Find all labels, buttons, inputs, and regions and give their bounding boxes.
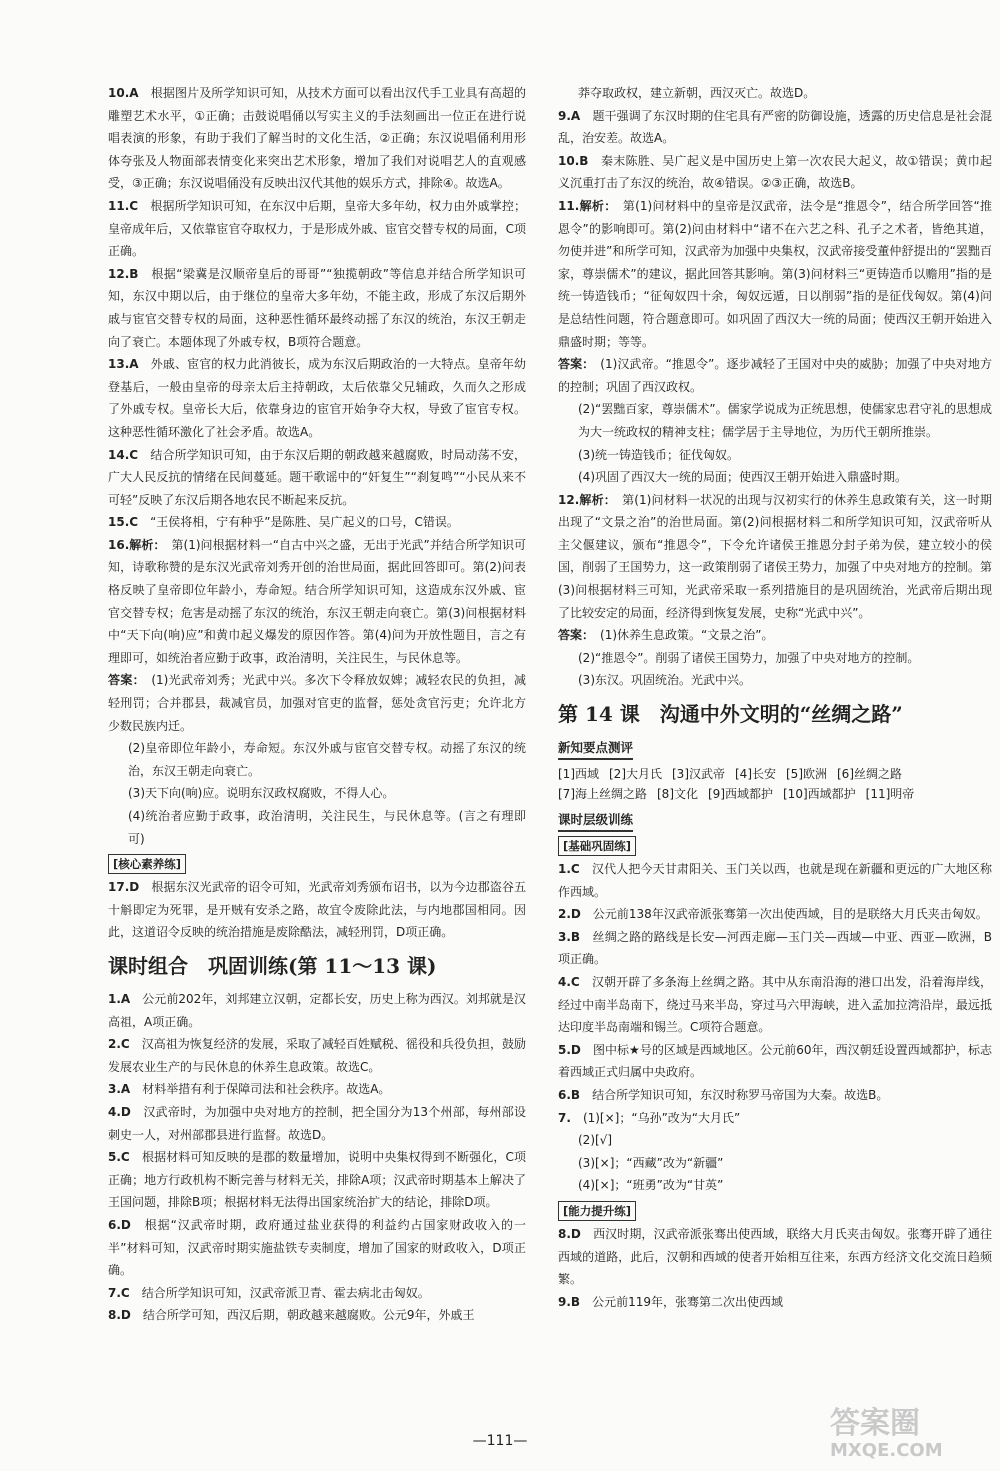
answer-text: 第(1)问根据材料一“自古中兴之盛，无出于光武”并结合所学知识可知，诗歌称赞的是东汉光武帝刘秀开创的治世局面，据此回答即可。第(2)问表格反映了皇帝即位年龄小，寿命短。结合所学知识可知，这造成东汉外戚、宦官交替专权；危害是动摇了东汉的统治，东汉王朝走向衰亡。第(3)问根据材料中“天下向(响)应”和黄巾起义爆发的原因作答。第(4)问为开放性题目，言之有理即可，如统治者应勤于政事，政治清明，关注民生，与民休息等。 bbox=[108, 537, 526, 665]
answer-item bbox=[108, 988, 526, 1033]
answer-item bbox=[108, 534, 526, 670]
answer-number: 3.B bbox=[558, 929, 581, 944]
answer-text: 根据东汉光武帝的诏令可知，光武帝刘秀颁布诏书，以为今边郡盗谷五十斛即定为死罪，是开贼有安杀之路，故宜令废除此法，与内地郡国相同。因此，这道诏令反映的统治措施是废除酷法，减轻刑罚，D项正确。 bbox=[108, 880, 526, 940]
answer-text: (3)天下向(响)应。说明东汉政权腐败，不得人心。 bbox=[128, 786, 395, 801]
answer-number: 7.C bbox=[108, 1285, 130, 1300]
answer-number: 2.C bbox=[108, 1037, 130, 1052]
answer-text: (4)[×]；“班勇”改为“甘英” bbox=[578, 1178, 724, 1193]
answer-number: 12.解析： bbox=[558, 492, 610, 507]
answer-number: 12.B bbox=[108, 266, 139, 281]
answer-text: “王侯将相，宁有种乎”是陈胜、吴广起义的口号，C错误。 bbox=[150, 515, 459, 530]
fill-in-item: [7]海上丝绸之路 bbox=[558, 787, 647, 802]
answer-item bbox=[108, 1033, 526, 1078]
answer-item bbox=[558, 1291, 992, 1314]
answer-text: (3)统一铸造钱币；征伐匈奴。 bbox=[578, 447, 739, 462]
answer-item bbox=[558, 1152, 992, 1175]
new-knowledge-subheading: 新知要点测评 bbox=[558, 738, 633, 760]
answer-number: 11.C bbox=[108, 198, 139, 213]
answer-text: 题干强调了东汉时期的住宅具有严密的防御设施，透露的历史信息是社会混乱，治安差。故选A。 bbox=[558, 108, 992, 146]
answer-text: (3)[×]；“西藏”改为“新疆” bbox=[578, 1155, 724, 1170]
answer-number: 答案： bbox=[108, 673, 139, 688]
answer-text: (2)皇帝即位年龄小，寿命短。东汉外戚与宦官交替专权。动摇了东汉的统治，东汉王朝走向衰亡。 bbox=[128, 741, 526, 778]
answer-text: 材料举措有利于保障司法和社会秩序。故选A。 bbox=[142, 1082, 391, 1097]
answer-text: 根据图片及所学知识可知，从技术方面可以看出汉代手工业具有高超的雕塑艺术水平，①正确；击鼓说唱俑以写实主义的手法刻画出一位正在进行说唱表演的形象，有助于我们了解当时的文化生活，②正确；东汉说唱俑利用形体夸张及人物面部表情变化来突出艺术形象，增加了我们对说唱艺人的直观感受，③正确；东汉说唱俑没有反映出汉代其他的娱乐方式，排除④。故选A。 bbox=[108, 86, 526, 191]
answer-text: (1)光武帝刘秀；光武中兴。多次下令释放奴婢；减轻农民的负担，减轻刑罚；合并郡县，裁减官员，加强对官吏的监督，惩处贪官污吏；允许北方少数民族内迁。 bbox=[108, 673, 526, 733]
answer-item bbox=[558, 489, 992, 625]
answer-item bbox=[558, 1084, 992, 1107]
answer-item bbox=[558, 1174, 992, 1197]
answer-item bbox=[558, 150, 992, 195]
fill-in-item: [8]文化 bbox=[657, 787, 698, 802]
answer-item bbox=[558, 926, 992, 971]
answer-number: 2.D bbox=[558, 907, 581, 922]
answer-text: 根据“汉武帝时期，政府通过盐业获得的利益约占国家财政收入的一半”材料可知，汉武帝时期实施盐铁专卖制度，增加了国家的财政收入，D项正确。 bbox=[108, 1217, 526, 1278]
answer-number: 答案： bbox=[558, 628, 589, 643]
answer-text: (1)[×]；“乌孙”改为“大月氏” bbox=[582, 1110, 741, 1125]
answer-item bbox=[558, 195, 992, 353]
watermark-line1: 答案圈 bbox=[830, 1406, 920, 1441]
answer-item bbox=[558, 1223, 992, 1291]
answer-number: 9.B bbox=[558, 1294, 581, 1309]
answer-number: 4.D bbox=[108, 1104, 131, 1119]
answer-text: 公元前119年，张骞第二次出使西域 bbox=[592, 1294, 783, 1309]
fill-in-item: [10]西域都护 bbox=[783, 787, 856, 802]
answer-text: 秦末陈胜、吴广起义是中国历史上第一次农民大起义，故①错误；黄巾起义沉重打击了东汉的统治，故④错误。②③正确，故选B。 bbox=[558, 153, 992, 191]
right-answers-2 bbox=[558, 858, 992, 1197]
answer-item bbox=[108, 444, 526, 512]
answer-number: 4.C bbox=[558, 975, 580, 989]
page-number: —111— bbox=[472, 1433, 528, 1449]
answer-item bbox=[108, 263, 526, 353]
answer-item bbox=[108, 511, 526, 534]
answer-item bbox=[108, 353, 526, 443]
answer-item bbox=[108, 805, 526, 850]
answer-text: 图中标★号的区域是西域地区。公元前60年，西汉朝廷设置西域都护，标志着西域正式归属中央政府。 bbox=[558, 1042, 992, 1080]
answer-text: 丝绸之路的路线是长安—河西走廊—玉门关—西域—中亚、西亚—欧洲，B项正确。 bbox=[558, 929, 992, 967]
answer-text: 第(1)问材料中的皇帝是汉武帝，法令是“推恩令”，结合所学回答“推恩令”的影响即可。第(2)问由材料中“诸不在六艺之科、孔子之术者，皆绝其道，勿使并进”和所学可知，汉武帝为加强中央集权，汉武帝接受董仲舒提出的“罢黜百家，尊崇儒术”的建议，据此回答其影响。第(3)问材料三“更铸造币以赡用”指的是统一铸造钱币；“征匈奴四十余，匈奴远遁，日以削弱”指的是征伐匈奴。第(4)问是总结性问题，符合题意即可。如巩固了西汉大一统的局面；使西汉王朝开始进入鼎盛时期；等等。 bbox=[558, 198, 992, 349]
answer-text: 第(1)问材料一状况的出现与汉初实行的休养生息政策有关，这一时期出现了“文景之治”的治世局面。第(2)问根据材料二和所学知识可知，汉武帝听从主父偃建议，颁布“推恩令”，下令允许诸侯王推恩分封子弟为侯，建立较小的侯国，削弱了王国势力，这一政策削弱了诸侯王势力，加强了中央对地方的控制。第(3)问根据材料三可知，光武帝采取一系列措施目的是巩固统治，光武帝后期出现了比较安定的局面，经济得到恢复发展，史称“光武中兴”。 bbox=[558, 492, 992, 620]
answer-item bbox=[108, 782, 526, 805]
answer-item bbox=[558, 1107, 992, 1130]
answer-item bbox=[108, 195, 526, 263]
answer-number: 8.D bbox=[558, 1226, 581, 1241]
fill-in-item: [2]大月氏 bbox=[609, 767, 662, 782]
fill-in-item: [3]汉武帝 bbox=[672, 767, 725, 782]
answer-item bbox=[558, 444, 992, 467]
answer-number: 6.D bbox=[108, 1217, 131, 1232]
answer-item bbox=[558, 903, 992, 926]
answer-text: 结合所学知识可知，东汉时称罗马帝国为大秦。故选B。 bbox=[592, 1087, 889, 1102]
answer-text: 外戚、宦官的权力此消彼长，成为东汉后期政治的一大特点。皇帝年幼登基后，一般由皇帝的母亲太后主持朝政，太后依靠父兄辅政，久而久之形成了外戚专权。皇帝长大后，依靠身边的宦官开始争夺大权，导致了宦官专权。这种恶性循环激化了社会矛盾。故选A。 bbox=[108, 357, 526, 439]
watermark-logo bbox=[830, 1408, 990, 1468]
answer-number: 14.C bbox=[108, 447, 139, 462]
answer-item bbox=[108, 1214, 526, 1282]
answer-item bbox=[558, 647, 992, 670]
answer-number: 17.D bbox=[108, 880, 140, 895]
answer-number: 6.B bbox=[558, 1087, 581, 1102]
answer-item bbox=[558, 82, 992, 105]
answer-number: 答案： bbox=[558, 357, 589, 372]
answer-text: 汉朝开辟了多条海上丝绸之路。其中从东南沿海的港口出发，沿着海岸线，经过中南半岛南下，绕过马来半岛，穿过马六甲海峡，进入孟加拉湾沿岸，最远抵达印度半岛南端和锡兰。C项符合题意。 bbox=[558, 975, 992, 1035]
answer-item bbox=[558, 669, 992, 692]
answer-item bbox=[558, 1129, 992, 1152]
answer-text: 根据“梁冀是汉顺帝皇后的哥哥”“独揽朝政”等信息并结合所学知识可知，东汉中期以后，由于继位的皇帝大多年幼，不能主政，形成了东汉后期外戚与宦官交替专权的局面，这种恶性循环最终动摇了东汉的统治，东汉王朝走向了衰亡。本题体现了外戚专权，B项符合题意。 bbox=[108, 266, 526, 349]
right-answers bbox=[558, 82, 992, 692]
answer-number: 1.A bbox=[108, 991, 131, 1006]
answer-text: (3)东汉。巩固统治。光武中兴。 bbox=[578, 673, 751, 688]
answer-item bbox=[558, 398, 992, 443]
answer-text: (1)休养生息政策。“文景之治”。 bbox=[600, 628, 774, 643]
answer-item bbox=[108, 737, 526, 782]
answer-number: 5.D bbox=[558, 1042, 581, 1057]
answer-item bbox=[108, 1101, 526, 1146]
answer-item bbox=[558, 466, 992, 489]
answer-number: 10.B bbox=[558, 153, 589, 168]
fill-in-item: [5]欧洲 bbox=[786, 767, 827, 782]
answer-text: 结合所学知识可知，汉武帝派卫青、霍去病北击匈奴。 bbox=[141, 1285, 430, 1300]
lesson-14-heading: 第 14 课 沟通中外文明的“丝绸之路” bbox=[558, 702, 903, 727]
answer-text: 根据所学知识可知，在东汉中后期，皇帝大多年幼，权力由外戚掌控；皇帝成年后，又依靠宦官夺取权力，于是形成外戚、宦官交替专权的局面，C项正确。 bbox=[108, 198, 526, 259]
answer-text: 汉高祖为恢复经济的发展，采取了减轻百姓赋税、徭役和兵役负担，鼓励发展农业生产的与民休息的休养生息政策。故选C。 bbox=[108, 1037, 526, 1074]
answer-item bbox=[558, 105, 992, 150]
fill-in-item: [4]长安 bbox=[735, 767, 776, 782]
left-answers bbox=[108, 82, 526, 850]
answer-text: 根据材料可知反映的是郡的数量增加，说明中央集权得到不断强化，C项正确；地方行政机构不断完善与材料无关，排除A项；汉武帝时期基本上解决了王国问题，排除B项；根据材料无法得出国家统治扩大的结论，排除D项。 bbox=[108, 1150, 526, 1210]
fill-in-item: [6]丝绸之路 bbox=[837, 767, 902, 782]
left-column bbox=[108, 82, 526, 1327]
answer-number: 7. bbox=[558, 1110, 571, 1125]
answer-text: 西汉时期，汉武帝派张骞出使西域，联络大月氏夹击匈奴。张骞开辟了通往西域的道路，此后，汉朝和西域的使者开始相互往来，东西方经济文化交流日趋频繁。 bbox=[558, 1226, 992, 1287]
fill-in-answers bbox=[558, 764, 992, 804]
answer-text: 莽夺取政权，建立新朝，西汉灭亡。故选D。 bbox=[578, 86, 816, 100]
answer-number: 9.A bbox=[558, 108, 581, 123]
answer-item bbox=[558, 1039, 992, 1084]
basic-tag: [基础巩固练] bbox=[558, 836, 636, 856]
lesson-combo-heading: 课时组合 巩固训练(第 11～13 课) bbox=[108, 953, 437, 978]
lesson-training-subheading: 课时层级训练 bbox=[558, 810, 633, 832]
answer-text: (2)“推恩令”。削弱了诸侯王国势力，加强了中央对地方的控制。 bbox=[578, 650, 920, 665]
answer-text: 公元前202年，刘邦建立汉朝，定都长安，历史上称为西汉。刘邦就是汉高祖，A项正确。 bbox=[108, 991, 526, 1029]
right-answers-3 bbox=[558, 1223, 992, 1313]
answer-text: (4)巩固了西汉大一统的局面；使西汉王朝开始进入鼎盛时期。 bbox=[578, 470, 908, 485]
answer-number: 15.C bbox=[108, 515, 139, 530]
answer-item bbox=[558, 624, 992, 647]
answer-text: 公元前138年汉武帝派张骞第一次出使西域，目的是联络大月氏夹击匈奴。 bbox=[592, 907, 988, 922]
answer-number: 13.A bbox=[108, 357, 139, 372]
core-literacy-tag: [核心素养练] bbox=[108, 854, 186, 874]
answer-item bbox=[108, 1146, 526, 1214]
answer-item bbox=[558, 971, 992, 1039]
answer-text: (4)统治者应勤于政事，政治清明，关注民生，与民休息等。(言之有理即可) bbox=[128, 809, 526, 846]
fill-in-item: [9]西域都护 bbox=[708, 787, 773, 802]
answer-number: 10.A bbox=[108, 86, 139, 100]
right-column bbox=[558, 82, 992, 1313]
answer-text: 汉武帝时，为加强中央对地方的控制，把全国分为13个州部，每州部设刺史一人，对州部郡县进行监督。故选D。 bbox=[108, 1104, 526, 1142]
answer-item bbox=[108, 1078, 526, 1101]
watermark-line2: MXQE.COM bbox=[830, 1440, 943, 1461]
answer-text: (1)汉武帝。“推恩令”。逐步减轻了王国对中央的威胁；加强了中央对地方的控制；巩固了西汉政权。 bbox=[558, 357, 992, 394]
answer-text: 汉代人把今天甘肃阳关、玉门关以西，也就是现在新疆和更远的广大地区称作西域。 bbox=[558, 862, 992, 899]
answer-text: 结合所学知识可知，由于东汉后期的朝政越来越腐败，时局动荡不安，广大人民反抗的情绪在民间蔓延。题干歌谣中的“奸复生”“刹复鸣”“小民从来不可轻”反映了东汉后期各地农民不断起来反抗。 bbox=[108, 447, 526, 507]
ability-tag: [能力提升练] bbox=[558, 1201, 636, 1221]
answer-number: 5.C bbox=[108, 1150, 130, 1165]
answer-text: (2)“罢黜百家，尊崇儒术”。儒家学说成为正统思想，使儒家忠君守礼的思想成为大一统政权的精神支柱；儒学居于主导地位，为历代王朝所推崇。 bbox=[578, 402, 992, 439]
answer-item bbox=[108, 1304, 526, 1327]
answer-number: 1.C bbox=[558, 862, 580, 877]
fill-in-item: [11]明帝 bbox=[865, 787, 915, 802]
answer-item bbox=[558, 353, 992, 398]
fill-in-item: [1]西域 bbox=[558, 767, 599, 782]
answer-item bbox=[108, 1282, 526, 1305]
answer-17 bbox=[108, 876, 526, 944]
answer-text: (2)[√] bbox=[578, 1133, 613, 1148]
answer-number: 11.解析： bbox=[558, 198, 611, 213]
answer-number: 3.A bbox=[108, 1082, 131, 1097]
answer-number: 16.解析： bbox=[108, 537, 160, 552]
answer-item bbox=[108, 82, 526, 195]
answer-item bbox=[108, 669, 526, 737]
answer-number: 8.D bbox=[108, 1308, 131, 1323]
left-answers-2 bbox=[108, 988, 526, 1327]
answer-text: 结合所学可知，西汉后期，朝政越来越腐败。公元9年，外戚王 bbox=[142, 1308, 475, 1323]
answer-item bbox=[558, 858, 992, 903]
